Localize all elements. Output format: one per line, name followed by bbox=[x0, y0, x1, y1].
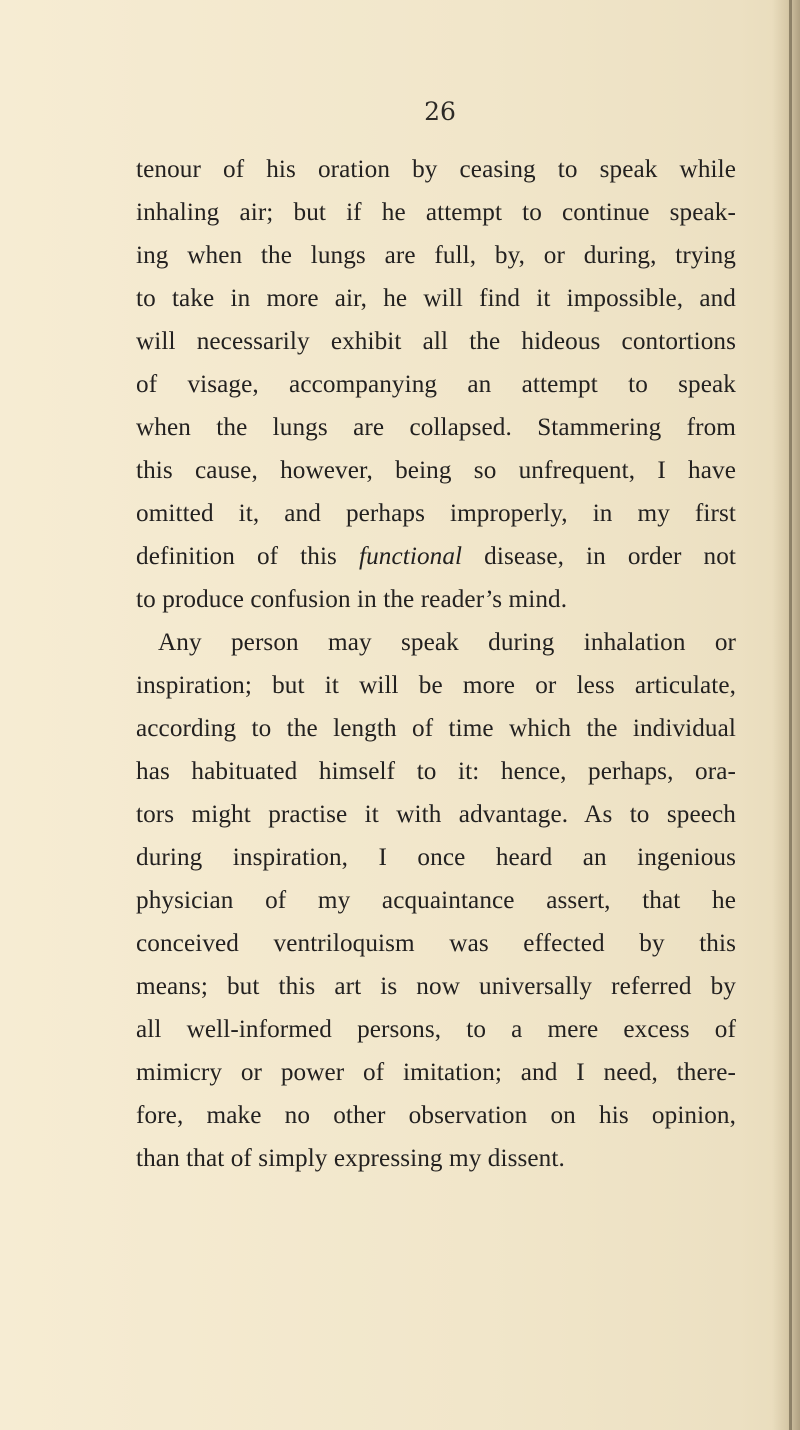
text-line: to take in more air, he will find it impossible, and bbox=[136, 285, 736, 312]
text-segment: disease, in order not bbox=[462, 543, 736, 570]
text-line: of visage, accompanying an attempt to speak bbox=[136, 371, 736, 398]
text-line: inspiration; but it will be more or less articulate, bbox=[136, 672, 736, 699]
text-line: tenour of his oration by ceasing to speak while bbox=[136, 156, 736, 183]
text-line: mimicry or power of imitation; and I need, there- bbox=[136, 1059, 736, 1086]
text-line: means; but this art is now universally referred by bbox=[136, 973, 736, 1000]
page-edge-shadow bbox=[772, 0, 800, 1430]
text-line: has habituated himself to it: hence, perhaps, ora- bbox=[136, 758, 736, 785]
text-line: conceived ventriloquism was effected by this bbox=[136, 930, 736, 957]
text-line: tors might practise it with advantage. As to speech bbox=[136, 801, 736, 828]
text-line: fore, make no other observation on his opinion, bbox=[136, 1102, 736, 1129]
text-line: all well-informed persons, to a mere excess of bbox=[136, 1016, 736, 1043]
text-line: physician of my acquaintance assert, that he bbox=[136, 887, 736, 914]
text-line: omitted it, and perhaps improperly, in my first bbox=[136, 500, 736, 527]
text-line-with-italic bbox=[136, 535, 736, 578]
binding-fold-line bbox=[789, 0, 792, 1430]
page-number: 26 bbox=[424, 97, 456, 126]
text-line: to produce confusion in the reader’s mind. bbox=[136, 586, 568, 613]
text-line: according to the length of time which the individual bbox=[136, 715, 736, 742]
text-segment: definition of this bbox=[136, 543, 359, 570]
body-text bbox=[136, 148, 736, 1180]
text-line: will necessarily exhibit all the hideous contortions bbox=[136, 328, 736, 355]
text-line: this cause, however, being so unfrequent, I have bbox=[136, 457, 736, 484]
text-line: than that of simply expressing my dissent. bbox=[136, 1145, 565, 1172]
text-line: during inspiration, I once heard an ingenious bbox=[136, 844, 736, 871]
paragraph-start-line: Any person may speak during inhalation or bbox=[158, 629, 736, 656]
italic-word: functional bbox=[359, 543, 463, 570]
text-line: when the lungs are collapsed. Stammering from bbox=[136, 414, 736, 441]
text-line: inhaling air; but if he attempt to continue speak- bbox=[136, 199, 736, 226]
text-line: ing when the lungs are full, by, or during, trying bbox=[136, 242, 736, 269]
